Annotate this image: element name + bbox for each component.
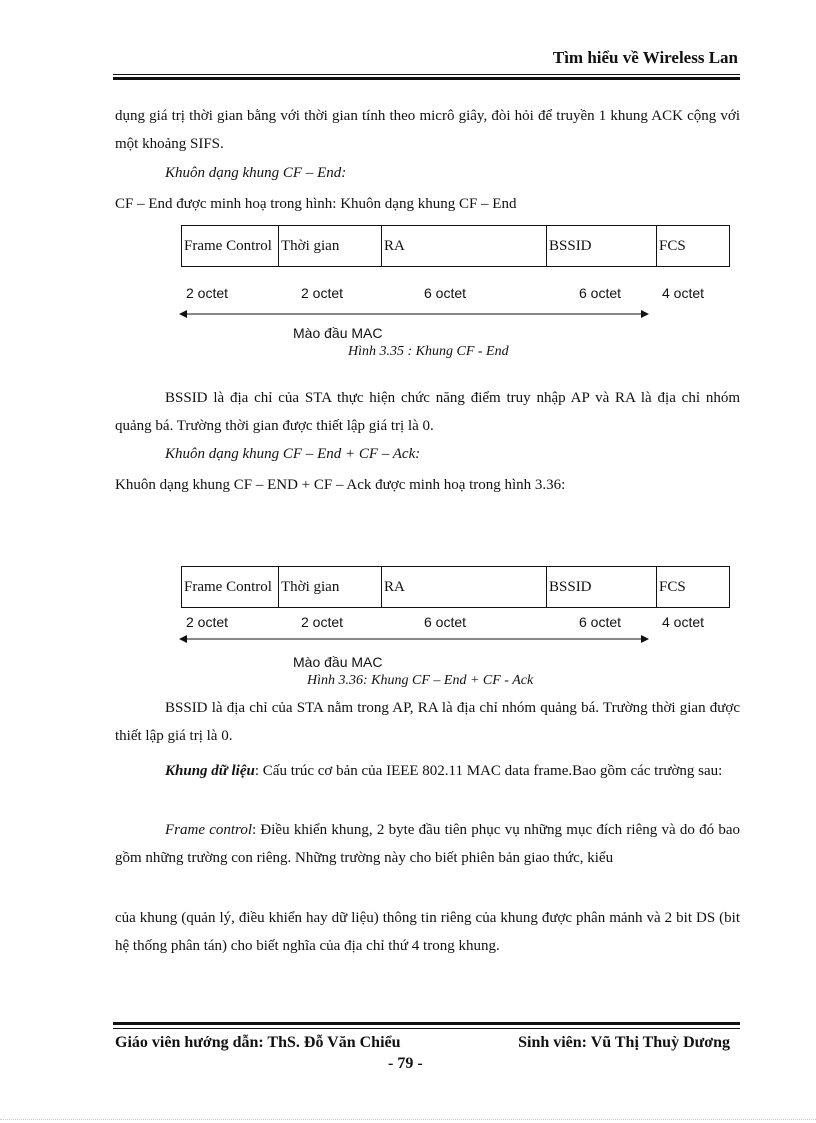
octet-label: 4 octet	[662, 614, 705, 630]
figure-caption: Hình 3.35 : Khung CF - End	[348, 344, 509, 359]
page-edge-dotted	[0, 1119, 816, 1120]
footer-student: Sinh viên: Vũ Thị Thuỳ Dương	[518, 1034, 730, 1051]
field-bssid: BSSID	[547, 567, 657, 608]
octet-label: 6 octet	[424, 285, 467, 301]
mac-header-label: Mào đầu MAC	[293, 654, 383, 670]
header-title: Tìm hiểu về Wireless Lan	[552, 48, 738, 67]
footer-rule-thin	[113, 1028, 740, 1029]
field-fcs: FCS	[657, 567, 730, 608]
paragraph-2: CF – End được minh hoạ trong hình: Khuôn dạng khung CF – End	[115, 196, 517, 212]
paragraph-6	[115, 757, 740, 785]
octet-label: 2 octet	[301, 614, 344, 630]
paragraph-8: của khung (quản lý, điều khiển hay dữ liệu) thông tin riêng của khung được phân mảnh và 2 bit DS (bit hệ thống phân tán) cho biết nghĩa của địa chỉ thứ 4 trong khung.	[115, 910, 740, 954]
paragraph-7-text: : Điều khiển khung, 2 byte đầu tiên phục vụ những mục đích riêng và do đó bao gồm những trường con riêng. Những trường này cho biết phiên bản giao thức, kiểu	[115, 822, 741, 866]
heading-cf-end: Khuôn dạng khung CF – End:	[165, 165, 347, 181]
mac-header-arrow	[179, 633, 649, 645]
octet-label: 2 octet	[186, 285, 229, 301]
paragraph-4: Khuôn dạng khung CF – END + CF – Ack được minh hoạ trong hình 3.36:	[115, 477, 566, 493]
paragraph-5: BSSID là địa chỉ của STA nằm trong AP, RA là địa chỉ nhóm quảng bá. Trường thời gian được thiết lập giá trị là 0.	[115, 700, 740, 744]
mac-header-arrow	[179, 308, 649, 320]
field-ra: RA	[382, 567, 547, 608]
octet-label: 6 octet	[579, 285, 622, 301]
frame-table-cf-end	[181, 225, 730, 267]
field-fcs: FCS	[657, 226, 730, 267]
field-bssid: BSSID	[547, 226, 657, 267]
footer-rule-thick	[113, 1022, 740, 1025]
field-frame-control: Frame Control	[182, 567, 279, 608]
field-ra: RA	[382, 226, 547, 267]
term-data-frame: Khung dữ liệu	[165, 763, 255, 779]
header-rule-thick	[113, 77, 740, 80]
page-number: - 79 -	[388, 1055, 423, 1072]
paragraph-1: dụng giá trị thời gian bằng với thời gian tính theo micrô giây, đòi hỏi để truyền 1 khung ACK cộng với một khoảng SIFS.	[115, 108, 740, 152]
paragraph-3: BSSID là địa chỉ của STA thực hiện chức năng điểm truy nhập AP và RA là địa chỉ nhóm quảng bá. Trường thời gian được thiết lập giá trị là 0.	[115, 390, 740, 434]
mac-header-label: Mào đầu MAC	[293, 325, 383, 341]
footer-advisor: Giáo viên hướng dẫn: ThS. Đỗ Văn Chiểu	[115, 1034, 401, 1051]
term-frame-control: Frame control	[165, 822, 253, 838]
octet-label: 4 octet	[662, 285, 705, 301]
heading-cf-end-ack: Khuôn dạng khung CF – End + CF – Ack:	[165, 446, 421, 462]
figure-caption: Hình 3.36: Khung CF – End + CF - Ack	[307, 673, 534, 688]
octet-label: 6 octet	[579, 614, 622, 630]
octet-label: 6 octet	[424, 614, 467, 630]
header-rule-thin	[113, 74, 740, 75]
paragraph-7	[115, 816, 740, 872]
octet-label: 2 octet	[301, 285, 344, 301]
paragraph-6-text: : Cấu trúc cơ bản của IEEE 802.11 MAC data frame.Bao gồm các trường sau:	[254, 763, 723, 779]
field-duration: Thời gian	[279, 226, 382, 267]
frame-table-cf-end-ack	[181, 566, 730, 608]
field-duration: Thời gian	[279, 567, 382, 608]
field-frame-control: Frame Control	[182, 226, 279, 267]
octet-label: 2 octet	[186, 614, 229, 630]
